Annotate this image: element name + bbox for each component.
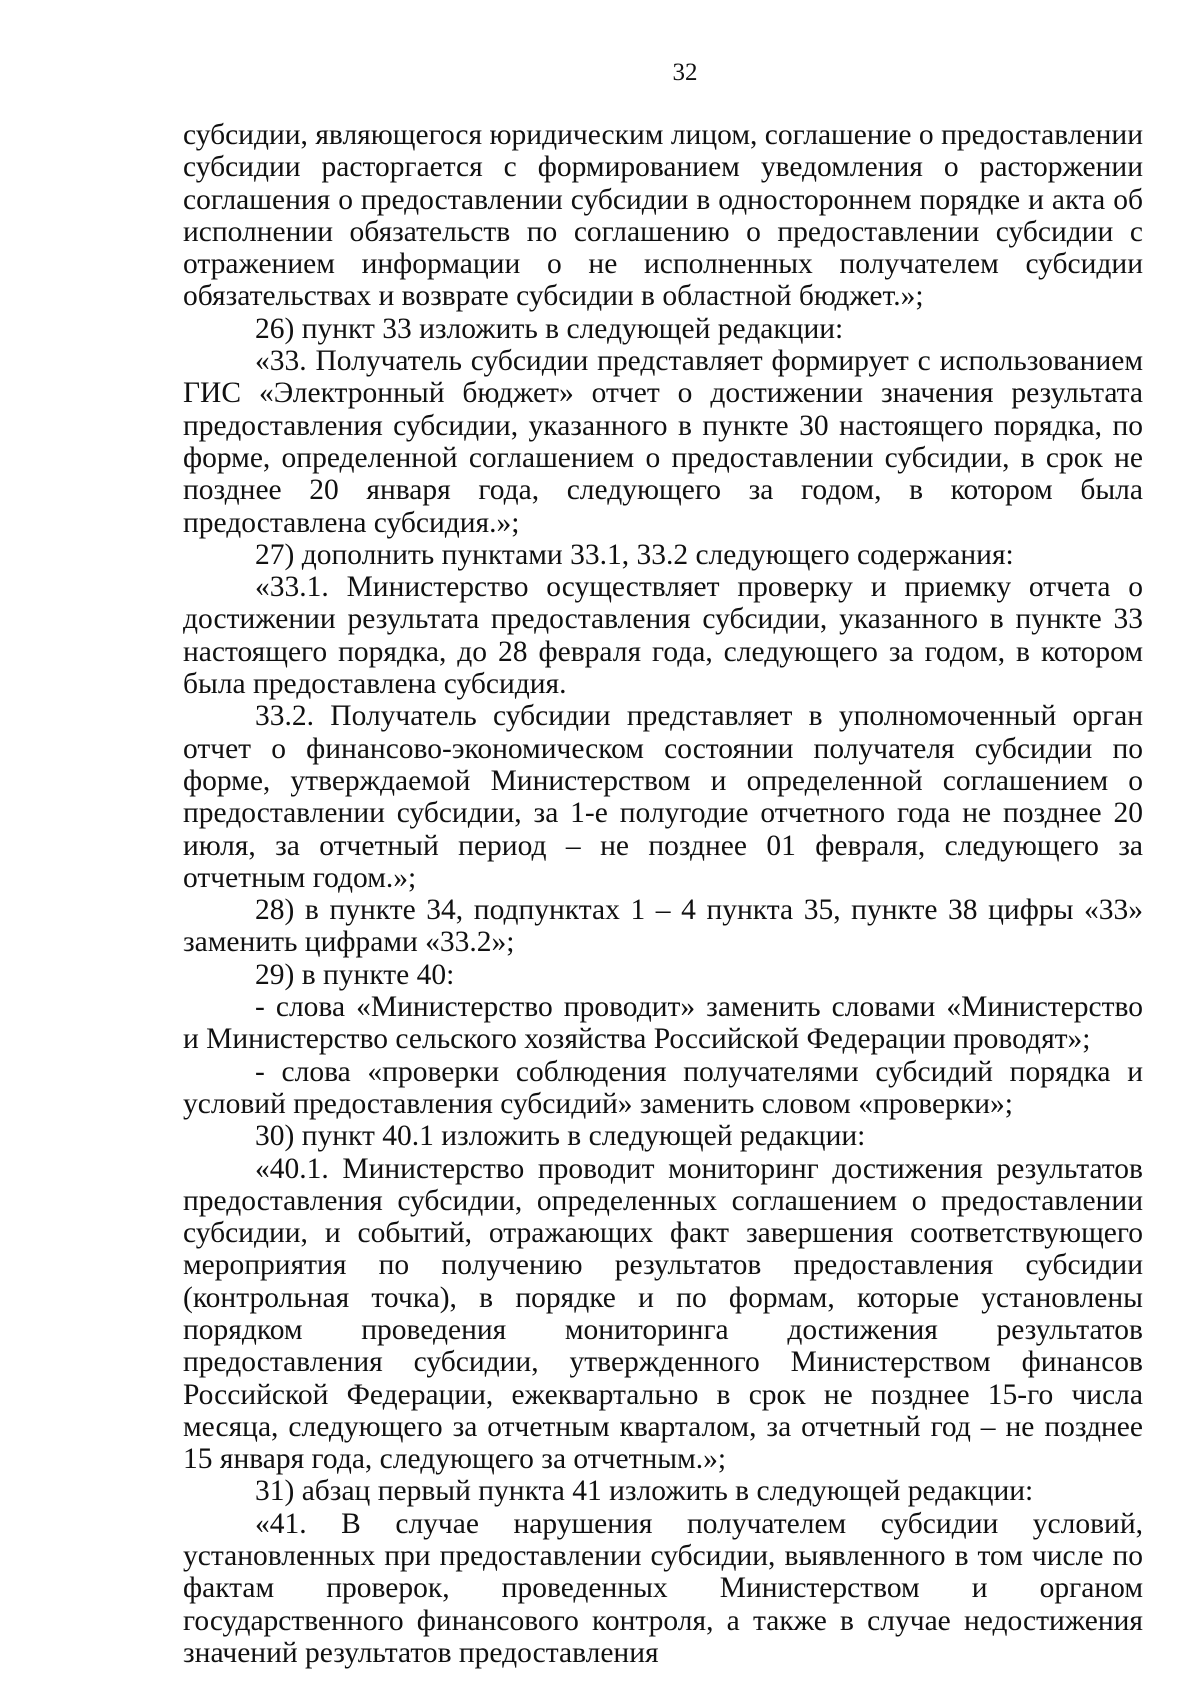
paragraph-item-28: 28) в пункте 34, подпунктах 1 – 4 пункта 35, пункте 38 цифры «33» заменить цифрами «33.2»;	[183, 894, 1143, 959]
paragraph-clause-40-1: «40.1. Министерство проводит мониторинг достижения результатов предоставления субсидии, определенных соглашением о предоставлении субсидии, и событий, отражающих факт завершения соответствующего мероприятия по получению результатов предоставления субсидии (контрольная точка), в порядке и по формам, которые установлены порядком проведения мониторинга достижения результатов предоставления субсидии, утвержденного Министерством финансов Российской Федерации, ежеквартально в срок не позднее 15-го числа месяца, следующего за отчетным кварталом, за отчетный год – не позднее 15 января года, следующего за отчетным.»;	[183, 1152, 1143, 1476]
document-body	[183, 119, 1143, 1669]
paragraph-item-29-dash-2: - слова «проверки соблюдения получателями субсидий порядка и условий предоставления субсидий» заменить словом «проверки»;	[183, 1055, 1143, 1120]
paragraph-clause-33: «33. Получатель субсидии представляет формирует с использованием ГИС «Электронный бюджет» отчет о достижении значения результата предоставления субсидии, указанного в пункте 30 настоящего порядка, по форме, определенной соглашением о предоставлении субсидии, в срок не позднее 20 января года, следующего за годом, в котором была предоставлена субсидия.»;	[183, 345, 1143, 539]
paragraph-continuation: субсидии, являющегося юридическим лицом, соглашение о предоставлении субсидии расторгается с формированием уведомления о расторжении соглашения о предоставлении субсидии в одностороннем порядке и акта об исполнении обязательств по соглашению о предоставлении субсидии с отражением информации о не исполненных получателем субсидии обязательствах и возврате субсидии в областной бюджет.»;	[183, 119, 1143, 313]
paragraph-item-27: 27) дополнить пунктами 33.1, 33.2 следующего содержания:	[255, 538, 1014, 571]
paragraph-item-29-dash-1: - слова «Министерство проводит» заменить словами «Министерство и Министерство сельского хозяйства Российской Федерации проводят»;	[183, 991, 1143, 1056]
paragraph-item-29: 29) в пункте 40:	[255, 958, 455, 991]
paragraph-item-30: 30) пункт 40.1 изложить в следующей редакции:	[255, 1120, 866, 1153]
paragraph-clause-33-2: 33.2. Получатель субсидии представляет в уполномоченный орган отчет о финансово-экономическом состоянии получателя субсидии по форме, утверждаемой Министерством и определенной соглашением о предоставлении субсидии, за 1-е полугодие отчетного года не позднее 20 июля, за отчетный период – не позднее 01 февраля, следующего за отчетным годом.»;	[183, 700, 1143, 894]
paragraph-clause-41: «41. В случае нарушения получателем субсидии условий, установленных при предоставлении субсидии, выявленного в том числе по фактам проверок, проведенных Министерством и органом государственного финансового контроля, а также в случае недостижения значений результатов предоставления	[183, 1507, 1143, 1669]
page-number: 32	[672, 59, 698, 86]
paragraph-clause-33-1: «33.1. Министерство осуществляет проверку и приемку отчета о достижении результата предоставления субсидии, указанного в пункте 33 настоящего порядка, до 28 февраля года, следующего за годом, в котором была предоставлена субсидия.	[183, 571, 1143, 701]
paragraph-item-31: 31) абзац первый пункта 41 изложить в следующей редакции:	[255, 1475, 1034, 1508]
paragraph-item-26: 26) пункт 33 изложить в следующей редакции:	[255, 312, 844, 345]
